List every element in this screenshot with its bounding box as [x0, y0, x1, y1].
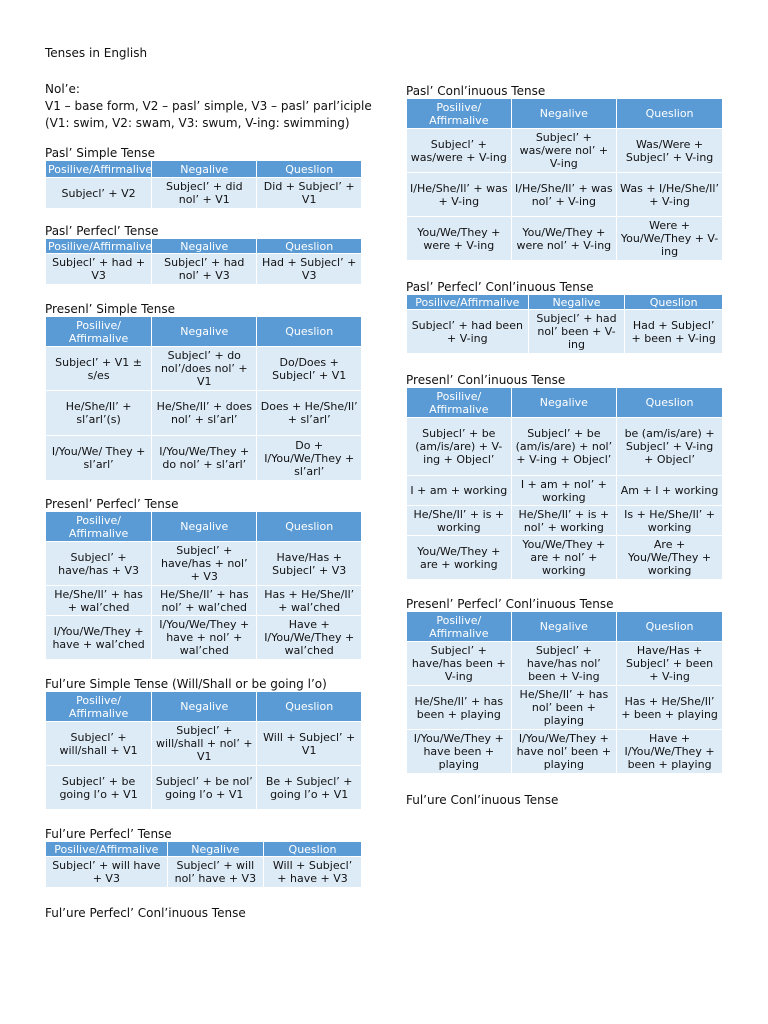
header-negative: Negalive [528, 295, 625, 310]
table-cell: Subjecl’ + be going l’o + V1 [46, 766, 152, 810]
note-block [45, 81, 372, 132]
table-cell: Subjecl’ + V2 [46, 178, 152, 209]
section-title: Presenl’ Perfecl’ Tense [45, 497, 179, 511]
note-line-1: V1 – base form, V2 – pasl’ simple, V3 – pasl’ parl’iciple [45, 99, 372, 113]
header-question: Queslion [625, 295, 723, 310]
section-past-perfect-continuous [406, 280, 723, 354]
tense-table [406, 387, 723, 580]
note-label: Nol’e: [45, 82, 80, 96]
table-cell: Subjecl’ + will/shall + nol’ + V1 [152, 722, 257, 766]
tense-table [406, 98, 723, 261]
table-cell: Have + I/You/We/They + wal’ched [257, 616, 362, 660]
header-negative: Negalive [152, 512, 257, 542]
table-cell: Does + He/She/Il’ + sl’arl’ [257, 391, 362, 436]
header-question: Queslion [617, 612, 723, 642]
header-positive: Posilive/ Affirmalive [407, 388, 512, 418]
tense-table [406, 294, 723, 354]
table-cell: Subjecl’ + V1 ± s/es [46, 347, 152, 391]
header-question: Queslion [264, 842, 362, 857]
table-cell: I + am + nol’ + working [511, 476, 617, 506]
header-negative: Negalive [167, 842, 263, 857]
table-cell: Subjecl’ + was/were + V-ing [407, 129, 512, 173]
table-cell: Do/Does + Subjecl’ + V1 [257, 347, 362, 391]
table-cell: Is + He/She/Il’ + working [617, 506, 723, 536]
table-cell: Subjecl’ + will/shall + V1 [46, 722, 152, 766]
table-cell: He/She/Il’ + sl’arl’(s) [46, 391, 152, 436]
header-negative: Negalive [152, 317, 257, 347]
section-future-simple [45, 677, 362, 810]
header-question: Queslion [257, 161, 362, 178]
header-negative: Negalive [511, 99, 617, 129]
table-cell: Will + Subjecl’ + have + V3 [264, 857, 362, 888]
section-title-future-continuous: Ful’ure Conl’inuous Tense [406, 793, 559, 807]
table-cell: I/You/We/They + have + nol’ + wal’ched [152, 616, 257, 660]
section-past-continuous [406, 84, 723, 261]
table-cell: You/We/They + were nol’ + V-ing [511, 217, 617, 261]
section-present-simple [45, 302, 362, 481]
table-cell: Subjecl’ + be nol’ going l’o + V1 [152, 766, 257, 810]
header-positive: Posilive/ Affirmalive [46, 512, 152, 542]
table-cell: Subjecl’ + be (am/is/are) + nol’ + V-ing + Objecl’ [511, 418, 617, 476]
table-cell: Are + You/We/They + working [617, 536, 723, 580]
table-cell: Do + I/You/We/They + sl’arl’ [257, 436, 362, 481]
section-past-simple [45, 146, 362, 209]
section-title: Presenl’ Simple Tense [45, 302, 175, 316]
table-cell: I/He/She/Il’ + was nol’ + V-ing [511, 173, 617, 217]
table-cell: Subjecl’ + be (am/is/are) + V-ing + Objecl’ [407, 418, 512, 476]
section-title: Pasl’ Simple Tense [45, 146, 155, 160]
table-cell: Be + Subjecl’ + going l’o + V1 [257, 766, 362, 810]
tense-table [45, 511, 362, 660]
header-question: Queslion [257, 512, 362, 542]
section-title: Presenl’ Perfecl’ Conl’inuous Tense [406, 597, 614, 611]
tense-table [45, 238, 362, 285]
note-line-2: (V1: swim, V2: swam, V3: swum, V-ing: swimming) [45, 116, 350, 130]
table-cell: Subjecl’ + do nol’/does nol’ + V1 [152, 347, 257, 391]
table-cell: Subjecl’ + had + V3 [46, 254, 152, 285]
table-cell: Subjecl’ + will nol’ have + V3 [167, 857, 263, 888]
header-question: Queslion [257, 692, 362, 722]
header-question: Queslion [617, 388, 723, 418]
section-title: Pasl’ Perfecl’ Tense [45, 224, 159, 238]
table-cell: Subjecl’ + have/has + V3 [46, 542, 152, 586]
table-cell: Subjecl’ + will have + V3 [46, 857, 168, 888]
table-cell: Am + I + working [617, 476, 723, 506]
document-title: Tenses in English [45, 46, 148, 60]
table-cell: Were + You/We/They + V-ing [617, 217, 723, 261]
header-positive: Posilive/ Affirmalive [46, 692, 152, 722]
header-negative: Negalive [152, 161, 257, 178]
header-positive: Posilive/ Affirmalive [407, 612, 512, 642]
table-cell: He/She/Il’ + is + nol’ + working [511, 506, 617, 536]
tense-table [45, 691, 362, 810]
table-cell: Has + He/She/Il’ + been + playing [617, 686, 723, 730]
table-cell: Subjecl’ + had nol’ been + V-ing [528, 310, 625, 354]
table-cell: I/He/She/Il’ + was + V-ing [407, 173, 512, 217]
header-positive: Posilive/Affirmalive [46, 842, 168, 857]
table-cell: Was/Were + Subjecl’ + V-ing [617, 129, 723, 173]
table-cell: I/You/We/They + do nol’ + sl’arl’ [152, 436, 257, 481]
section-title: Pasl’ Perfecl’ Conl’inuous Tense [406, 280, 594, 294]
section-present-perfect [45, 497, 362, 660]
table-cell: Have + I/You/We/They + been + playing [617, 730, 723, 774]
table-cell: I/You/We/They + have been + playing [407, 730, 512, 774]
table-cell: He/She/Il’ + has nol’ + wal’ched [152, 586, 257, 616]
header-positive: Posilive/ Affirmalive [407, 99, 512, 129]
header-positive: Posilive/Affirmalive [46, 239, 152, 254]
table-cell: He/She/Il’ + has nol’ been + playing [511, 686, 617, 730]
table-cell: He/She/Il’ + does nol’ + sl’arl’ [152, 391, 257, 436]
header-positive: Posilive/ Affirmalive [46, 317, 152, 347]
table-cell: I + am + working [407, 476, 512, 506]
table-cell: Did + Subjecl’ + V1 [257, 178, 362, 209]
table-cell: Subjecl’ + was/were nol’ + V-ing [511, 129, 617, 173]
table-cell: He/She/Il’ + has been + playing [407, 686, 512, 730]
table-cell: He/She/Il’ + is + working [407, 506, 512, 536]
table-cell: Was + I/He/She/Il’ + V-ing [617, 173, 723, 217]
header-question: Queslion [257, 239, 362, 254]
table-cell: You/We/They + were + V-ing [407, 217, 512, 261]
table-cell: He/She/Il’ + has + wal’ched [46, 586, 152, 616]
table-cell: I/You/We/They + have + wal’ched [46, 616, 152, 660]
table-cell: Has + He/She/Il’ + wal’ched [257, 586, 362, 616]
table-cell: Subjecl’ + had been + V-ing [407, 310, 529, 354]
header-question: Queslion [617, 99, 723, 129]
header-negative: Negalive [152, 239, 257, 254]
section-title: Presenl’ Conl’inuous Tense [406, 373, 566, 387]
table-cell: Subjecl’ + have/has been + V-ing [407, 642, 512, 686]
header-negative: Negalive [511, 388, 617, 418]
section-title: Pasl’ Conl’inuous Tense [406, 84, 546, 98]
section-title: Ful’ure Perfecl’ Tense [45, 827, 172, 841]
table-cell: Have/Has + Subjecl’ + been + V-ing [617, 642, 723, 686]
section-present-continuous [406, 373, 723, 580]
section-future-perfect [45, 827, 362, 888]
table-cell: I/You/We/They + have nol’ been + playing [511, 730, 617, 774]
table-cell: Had + Subjecl’ + V3 [257, 254, 362, 285]
table-cell: Subjecl’ + did nol’ + V1 [152, 178, 257, 209]
header-positive: Posilive/Affirmalive [407, 295, 529, 310]
tense-table [45, 841, 362, 888]
tense-table [45, 160, 362, 209]
table-cell: Subjecl’ + have/has + nol’ + V3 [152, 542, 257, 586]
header-question: Queslion [257, 317, 362, 347]
section-past-perfect [45, 224, 362, 285]
table-cell: You/We/They + are + nol’ + working [511, 536, 617, 580]
header-positive: Posilive/Affirmalive [46, 161, 152, 178]
table-cell: Have/Has + Subjecl’ + V3 [257, 542, 362, 586]
table-cell: I/You/We/ They + sl’arl’ [46, 436, 152, 481]
section-present-perfect-continuous [406, 597, 723, 774]
table-cell: Had + Subjecl’ + been + V-ing [625, 310, 723, 354]
table-cell: Will + Subjecl’ + V1 [257, 722, 362, 766]
header-negative: Negalive [152, 692, 257, 722]
table-cell: Subjecl’ + had nol’ + V3 [152, 254, 257, 285]
header-negative: Negalive [511, 612, 617, 642]
tense-table [45, 316, 362, 481]
section-title: Ful’ure Simple Tense (Will/Shall or be going l’o) [45, 677, 327, 691]
table-cell: be (am/is/are) + Subjecl’ + V-ing + Objecl’ [617, 418, 723, 476]
table-cell: Subjecl’ + have/has nol’ been + V-ing [511, 642, 617, 686]
tense-table [406, 611, 723, 774]
section-title-future-perfect-continuous: Ful’ure Perfecl’ Conl’inuous Tense [45, 906, 246, 920]
table-cell: You/We/They + are + working [407, 536, 512, 580]
